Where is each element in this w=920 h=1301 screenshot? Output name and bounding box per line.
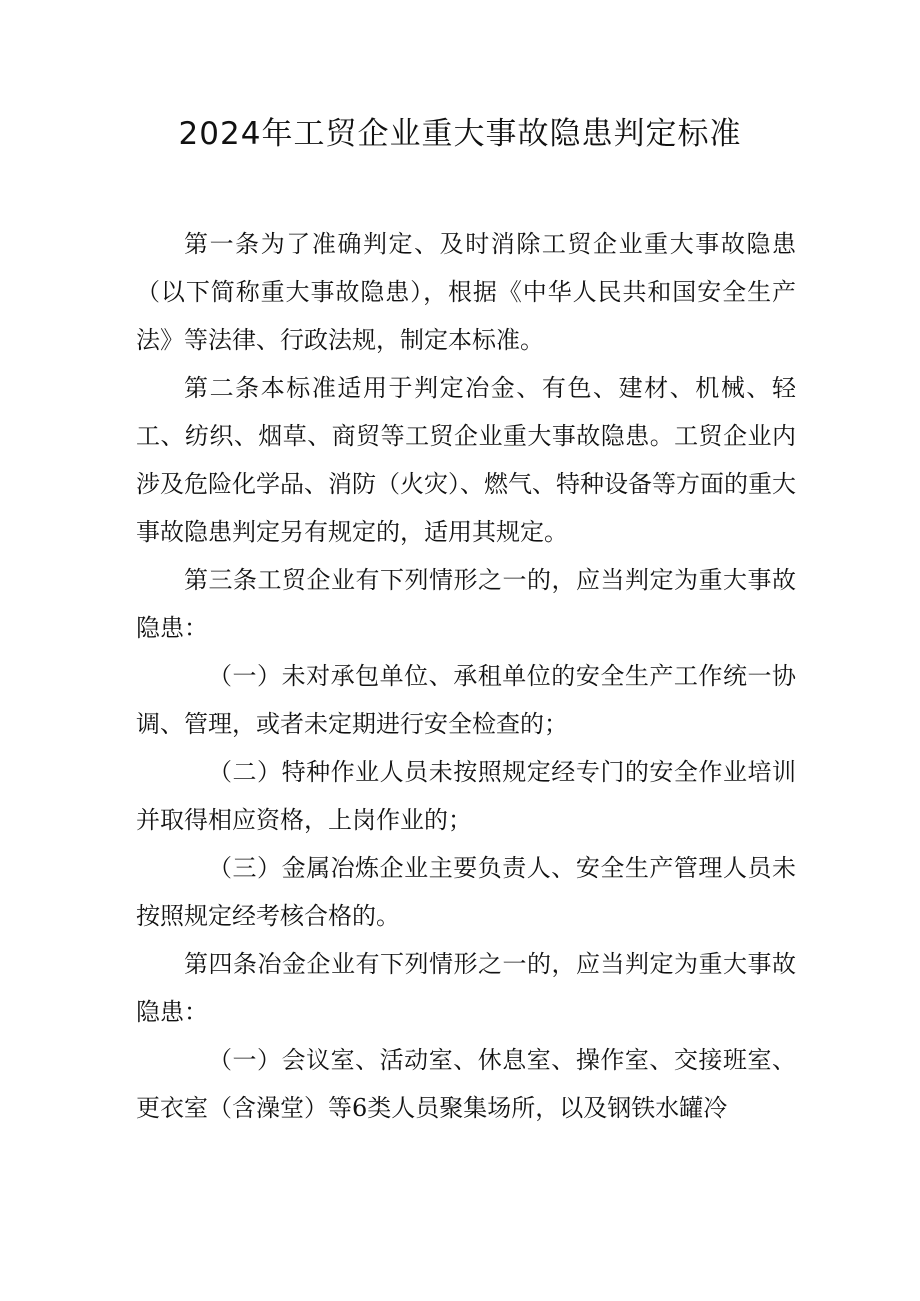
- document-body: [136, 220, 796, 1132]
- article-3-item-3: （三）金属冶炼企业主要负责人、安全生产管理人员未按照规定经考核合格的。: [136, 854, 796, 930]
- article-4-paragraph: 第四条冶金企业有下列情形之一的，应当判定为重大事故隐患：: [136, 950, 796, 1026]
- article-2-paragraph: 第二条本标准适用于判定冶金、有色、建材、机械、轻工、纺织、烟草、商贸等工贸企业重大事故隐患。工贸企业内涉及危险化学品、消防（火灾）、燃气、特种设备等方面的重大事故隐患判定另有规定的，适用其规定。: [136, 374, 796, 546]
- article-3-item-2: （二）特种作业人员未按照规定经专门的安全作业培训并取得相应资格，上岗作业的；: [136, 758, 796, 834]
- article-1-paragraph: 第一条为了准确判定、及时消除工贸企业重大事故隐患（以下简称重大事故隐患），根据《中华人民共和国安全生产法》等法律、行政法规，制定本标准。: [136, 230, 796, 354]
- article-3-paragraph: 第三条工贸企业有下列情形之一的，应当判定为重大事故隐患：: [136, 566, 796, 642]
- article-4-item-1: （一）会议室、活动室、休息室、操作室、交接班室、更衣室（含澡堂）等6类人员聚集场所，以及钢铁水罐冷: [136, 1046, 796, 1122]
- article-3-item-1: （一）未对承包单位、承租单位的安全生产工作统一协调、管理，或者未定期进行安全检查的；: [136, 662, 796, 738]
- document-title: 2024年工贸企业重大事故隐患判定标准: [178, 116, 742, 152]
